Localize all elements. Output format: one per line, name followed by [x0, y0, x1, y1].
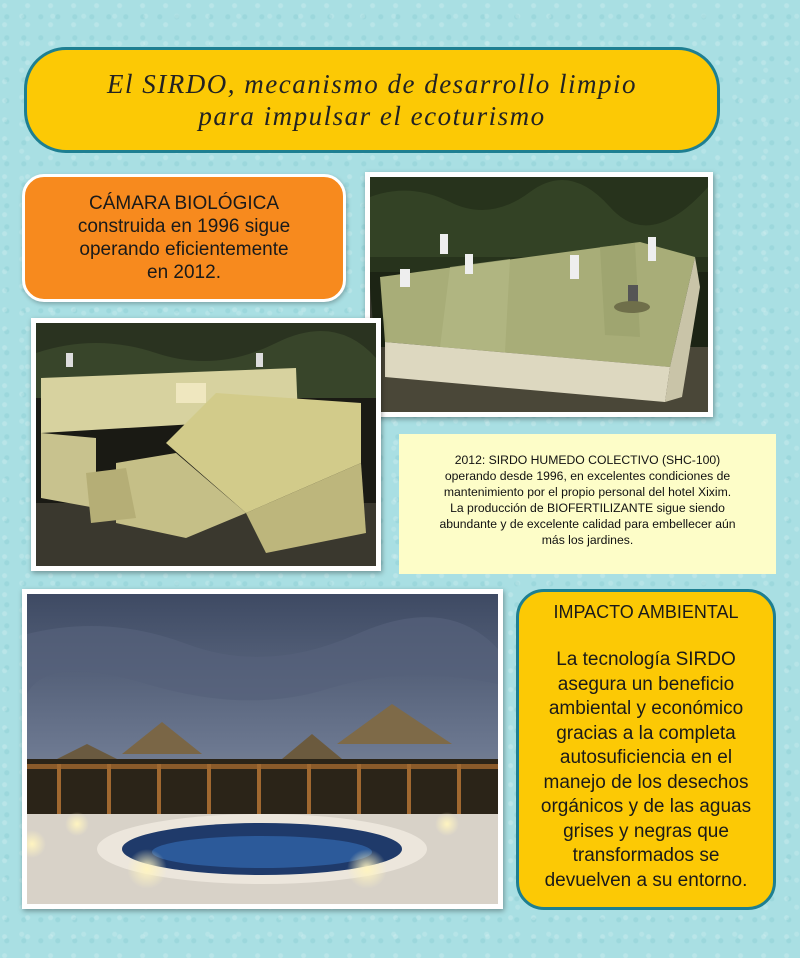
impacto-line-7: orgánicos y de las aguas — [540, 796, 752, 817]
sirdo-info-box — [399, 434, 776, 574]
impacto-line-10: devuelven a su entorno. — [544, 869, 748, 891]
info-line-1: 2012: SIRDO HUMEDO COLECTIVO (SHC-100) — [454, 453, 721, 467]
impacto-line-4: gracias a la completa — [556, 722, 736, 744]
title-line-1: El SIRDO, mecanismo de desarrollo limpio — [107, 69, 637, 99]
camara-biologica-box — [22, 174, 346, 302]
impacto-ambiental-box — [516, 589, 776, 910]
impacto-line-1: La tecnología SIRDO — [556, 649, 736, 670]
info-line-3: mantenimiento por el propio personal del hotel Xixim. — [443, 485, 732, 499]
impacto-line-8: grises y negras que — [563, 820, 729, 842]
impacto-line-9: transformados se — [572, 845, 720, 866]
info-line-4: La producción de BIOFERTILIZANTE sigue siendo — [450, 501, 725, 515]
camara-line-2: construida en 1996 sigue — [77, 216, 291, 237]
impacto-body — [519, 648, 773, 893]
impacto-line-6: manejo de los desechos — [543, 771, 749, 793]
title-line-2: para impulsar el ecoturismo — [198, 101, 546, 131]
info-line-6: más los jardines. — [541, 533, 634, 547]
info-line-2: operando desde 1996, en excelentes condiciones de — [444, 469, 731, 483]
camara-line-1: CÁMARA BIOLÓGICA — [88, 193, 280, 214]
photo-chamber-roof — [365, 172, 713, 417]
impacto-line-2: asegura un beneficio — [557, 673, 735, 695]
impacto-line-3: ambiental y económico — [548, 698, 744, 719]
camara-line-4: en 2012. — [147, 262, 221, 283]
impacto-line-5: autosuficiencia en el — [559, 747, 733, 768]
info-line-5: abundante y de excelente calidad para embellecer aún — [439, 517, 736, 531]
impacto-heading: IMPACTO AMBIENTAL — [553, 602, 739, 622]
title-banner — [24, 47, 720, 153]
photo-hotel-pool — [22, 589, 503, 909]
photo-chamber-side — [31, 318, 381, 571]
camara-line-3: operando eficientemente — [79, 239, 289, 260]
